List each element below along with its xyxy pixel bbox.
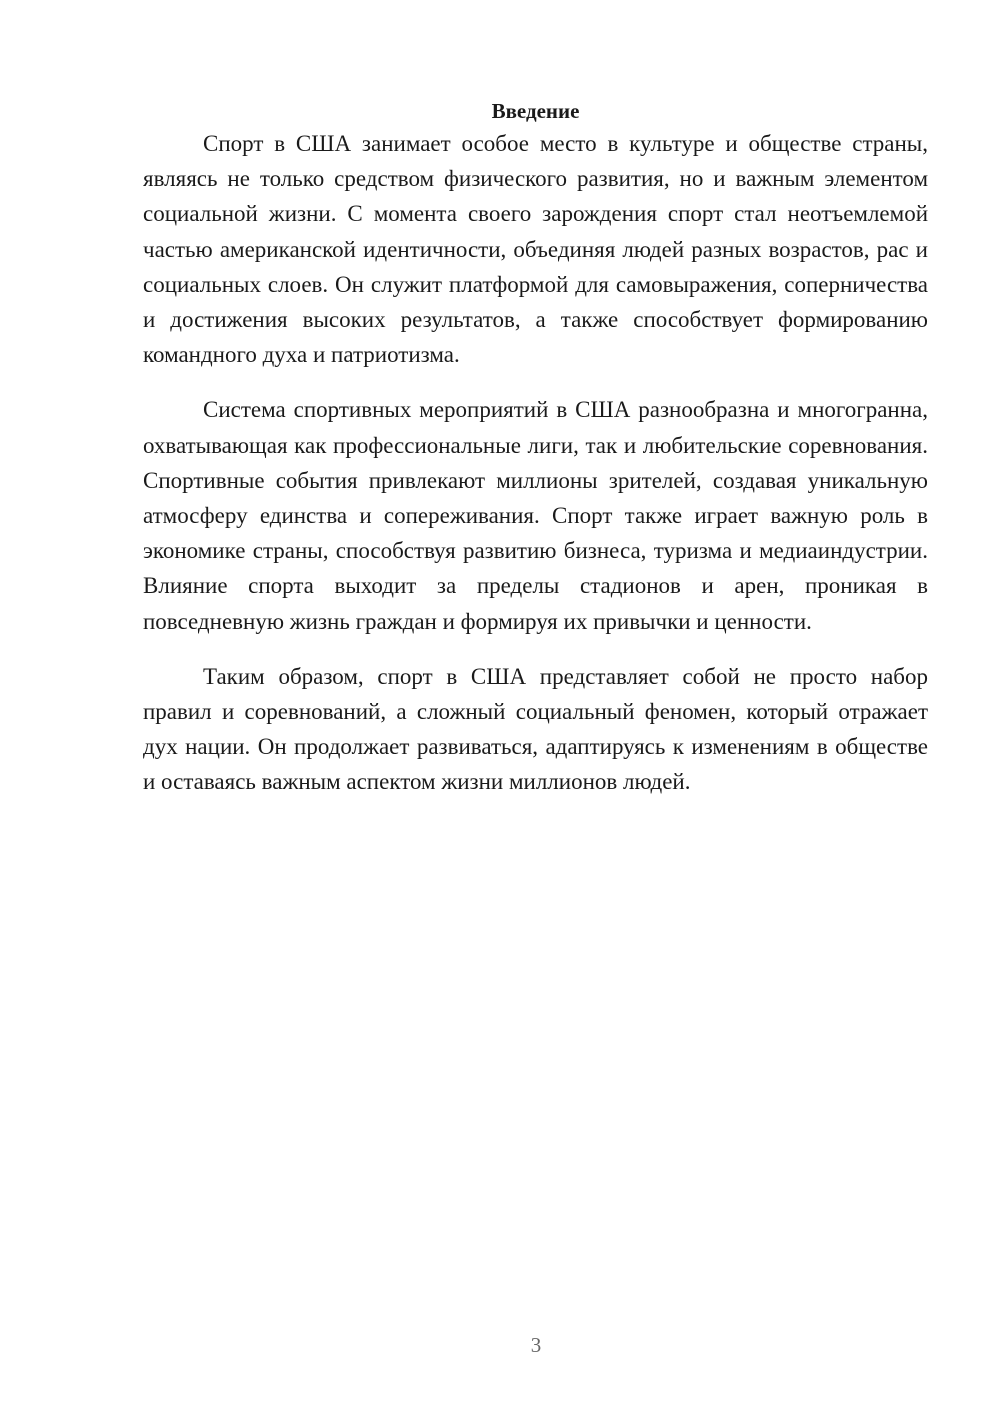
document-page: [143, 96, 928, 800]
page-number: 3: [530, 1333, 542, 1357]
section-title: Введение: [491, 99, 580, 123]
paragraph-1: Спорт в США занимает особое место в культуре и обществе страны, являясь не только средством физического развития, но и важным элементом социальной жизни. С момента своего зарождения спорт стал неотъемлемой частью американской идентичности, объединяя людей разных возрастов, рас и социальных слоев. Он служит платформой для самовыражения, соперничества и достижения высоких результатов, а также способствует формированию командного духа и патриотизма.: [143, 131, 928, 368]
paragraph-3: Таким образом, спорт в США представляет собой не просто набор правил и соревнований, а сложный социальный феномен, который отражает дух нации. Он продолжает развиваться, адаптируясь к изменениям в обществе и оставаясь важным аспектом жизни миллионов людей.: [143, 663, 928, 795]
paragraph-2: Система спортивных мероприятий в США разнообразна и многогранна, охватывающая как профессиональные лиги, так и любительские соревнования. Спортивные события привлекают миллионы зрителей, создавая уникальную атмосферу единства и сопереживания. Спорт также играет важную роль в экономике страны, способствуя развитию бизнеса, туризма и медиаиндустрии. Влияние спорта выходит за пределы стадионов и арен, проникая в повседневную жизнь граждан и формируя их привычки и ценности.: [143, 397, 928, 634]
